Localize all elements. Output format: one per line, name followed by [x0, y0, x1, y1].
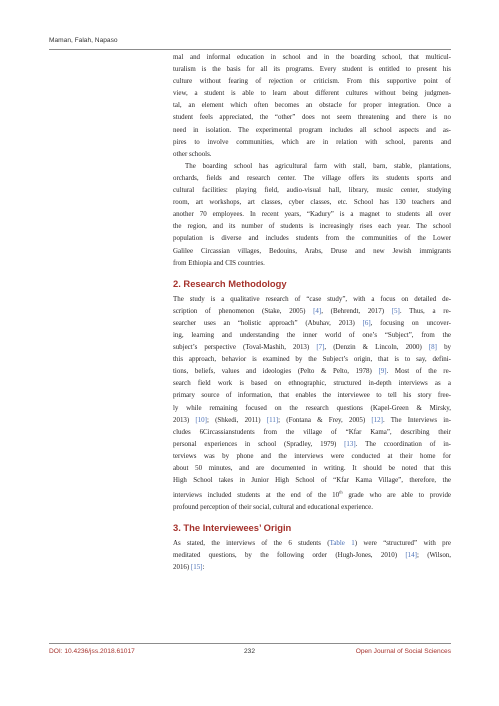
- section-heading-methodology: 2. Research Methodology: [173, 277, 287, 289]
- text-run: scription of phenomenon (Stake, 2005): [173, 306, 314, 315]
- intro-paragraph: [173, 51, 451, 160]
- text-run: :: [202, 562, 205, 571]
- text-line: pires to involve communities, which are in relation with school, parents and: [173, 137, 451, 146]
- text-line: [173, 426, 451, 438]
- text-run: this approach, behavior is examined by the Subject’s origin, that is to say, defini-: [173, 355, 451, 364]
- citation-link[interactable]: [10]: [195, 415, 207, 424]
- text-line: [173, 353, 451, 365]
- text-run: primary source of information, that enables the interviewee to tell his story free-: [173, 391, 451, 400]
- text-line: culture without fearing of rejection or criticism. From this supportive point of: [173, 77, 451, 86]
- text-run: The study is a qualitative research of “case study”, with a focus on detailed de-: [173, 294, 451, 303]
- boarding-paragraph: [173, 160, 451, 269]
- text-line: student feels appreciated, the “other” does not seem threatening and there is no: [173, 113, 451, 122]
- interviewees-paragraph: [173, 537, 451, 573]
- text-line: [173, 377, 451, 389]
- text-run: ; (Shkedi, 2011): [206, 415, 267, 424]
- article-body: [173, 51, 451, 573]
- footer-doi[interactable]: DOI: 10.4236/jss.2018.61017: [49, 648, 135, 655]
- text-line: another 70 employees. In recent years, “Kadury” is a magnet to students all over: [173, 210, 451, 219]
- citation-link[interactable]: [6]: [362, 318, 371, 327]
- text-line: [173, 474, 451, 486]
- text-line: mal and informal education in school and in the boarding school, that multicul-: [173, 53, 451, 61]
- running-head-authors: Maman, Falah, Napaso: [49, 37, 118, 44]
- text-run: terviews was by phone and the interviews were conducted at their home for: [173, 451, 451, 460]
- citation-link[interactable]: [7]: [316, 343, 325, 352]
- text-run: As stated, the interviews of the 6 students (: [173, 538, 330, 547]
- text-run: ly while remaining focused on the research questions (Kapel-Green & Mirsky,: [173, 403, 451, 412]
- text-run: profound perception of their social, cultural and educational experience.: [173, 502, 373, 511]
- text-run: searcher uses an “holistic approach” (Abuhav, 2013): [173, 318, 363, 327]
- citation-link[interactable]: [13]: [344, 439, 356, 448]
- text-line: cultural facilities: playing field, audio-visual hall, library, music center, studying: [173, 186, 451, 195]
- text-run: subject’s perspective (Toval-Mashih, 2013): [173, 343, 317, 352]
- text-run: cludes 6Circassianstudents from the village of “Kfar Kama”, describing their: [173, 427, 451, 436]
- text-line: view, a student is able to learn about different cultures without being judgmen-: [173, 89, 451, 98]
- page-number: 232: [244, 648, 256, 655]
- citation-link[interactable]: [9]: [378, 367, 387, 376]
- text-line: [173, 293, 451, 305]
- text-line: [173, 329, 451, 341]
- text-run: personal experiences in school (Spradley, 1979): [173, 439, 345, 448]
- text-line: [173, 414, 451, 426]
- text-run: ing, learning and understanding the inner world of one’s “Subject”, from the: [173, 330, 451, 339]
- text-run: meditated questions, by the following order (Hugh-Jones, 2010): [173, 550, 406, 559]
- text-line: other schools.: [173, 149, 212, 158]
- text-line: population is diverse and includes students from the communities of the Lower: [173, 234, 451, 243]
- text-line: [173, 549, 451, 561]
- text-run: search field work is based on ethnographic, structured in-depth interviews as a: [173, 379, 451, 388]
- citation-link[interactable]: Table 1: [329, 538, 355, 547]
- citation-link[interactable]: [8]: [428, 343, 437, 352]
- text-line: [173, 389, 451, 401]
- text-line: the region, and its number of students is increasingly rises each year. The school: [173, 222, 451, 231]
- methodology-paragraph: [173, 293, 451, 513]
- text-line: [173, 402, 451, 414]
- citation-link[interactable]: [12]: [371, 415, 383, 424]
- text-run: . Most of the re-: [386, 367, 452, 376]
- text-run: 2016): [173, 562, 191, 571]
- text-run: . The ccoordination of in-: [355, 439, 451, 448]
- text-run: interviews included students at the end of the 10th grade who are able to provide: [173, 489, 452, 499]
- text-line: [173, 341, 451, 353]
- text-line: tal, an element which often becomes an obstacle for proper integration. Once a: [173, 101, 451, 110]
- text-run: , (Denzin & Lincoln, 2000): [324, 343, 429, 352]
- text-line: The boarding school has agricultural farm with stall, barn, stable, plantations,: [185, 161, 451, 170]
- section-heading-interviewees: 3. The Interviewees’ Origin: [173, 521, 292, 533]
- header-divider: [49, 49, 451, 50]
- text-run: 2013): [173, 415, 196, 424]
- text-run: tions, beliefs, values and ideologies (Pelto & Pelto, 1978): [173, 367, 379, 376]
- text-line: [173, 365, 451, 377]
- citation-link[interactable]: [15]: [190, 562, 203, 571]
- text-run: , (Behrendt, 2017): [321, 306, 392, 315]
- text-run: ; (Fontana & Frey, 2005): [278, 415, 372, 424]
- text-run: by: [436, 343, 452, 352]
- text-line: from Ethiopia and CIS countries.: [173, 258, 265, 267]
- text-line: [173, 462, 451, 474]
- citation-link[interactable]: [4]: [313, 306, 322, 315]
- text-line: [173, 561, 451, 573]
- text-line: [173, 317, 451, 329]
- text-line: [173, 501, 451, 513]
- text-run: about 50 minutes, and are documented in writing. It should be noted that this: [173, 464, 451, 472]
- citation-link[interactable]: [11]: [266, 415, 279, 424]
- text-line: [173, 438, 451, 450]
- text-run: . Thus, a re-: [399, 306, 451, 315]
- text-line: Galilee Circassian villages, Bedouins, Arabs, Druse and new Jewish immigrants: [173, 246, 451, 255]
- text-run: , focusing on uncover-: [370, 318, 451, 327]
- text-line: need in isolation. The experimental program includes all school aspects and as-: [173, 125, 451, 134]
- text-line: room, art workshops, art classes, cyber classes, etc. School has 130 teachers and: [173, 198, 451, 207]
- footer-journal-name[interactable]: Open Journal of Social Sciences: [355, 648, 451, 655]
- text-run: . The Interviews in-: [382, 415, 452, 424]
- text-line: [173, 450, 451, 462]
- text-run: High School takes in Junior High School of “Kfar Kama Village”, therefore, the: [173, 476, 451, 485]
- text-run: ) were “structured” with pre: [354, 538, 451, 547]
- text-line: [173, 486, 451, 500]
- citation-link[interactable]: [5]: [391, 306, 400, 315]
- text-line: [173, 305, 451, 317]
- citation-link[interactable]: [14]: [405, 550, 417, 559]
- footer-divider: [49, 643, 451, 644]
- text-run: ; (Wilson,: [416, 550, 452, 559]
- text-line: [173, 537, 451, 549]
- text-line: orchards, fields and research center. The village offers its students sports and: [173, 173, 451, 182]
- text-line: turalism is the basis for all its programs. Every student is entitled to present his: [173, 65, 451, 74]
